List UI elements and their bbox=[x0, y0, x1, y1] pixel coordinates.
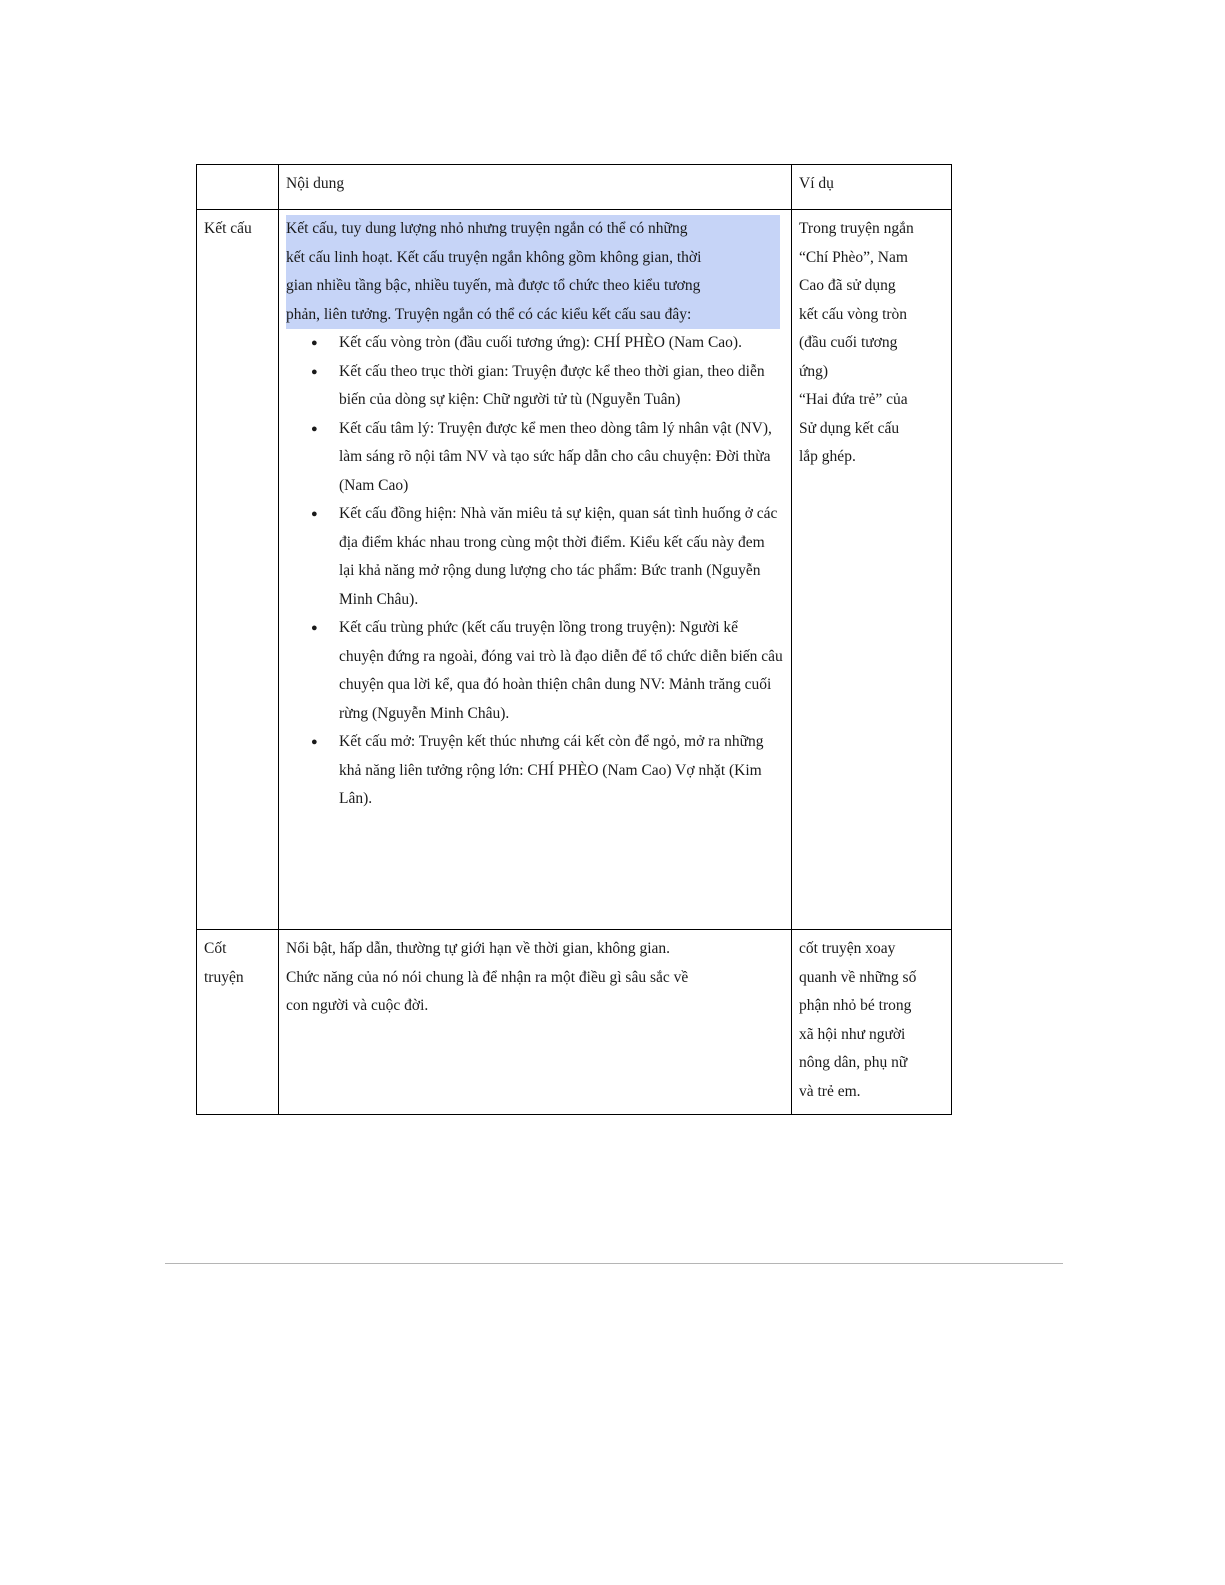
row-content bbox=[279, 930, 792, 1115]
example-line: lắp ghép. bbox=[799, 448, 856, 465]
row-label bbox=[197, 930, 279, 1115]
list-item: ● Kết cấu đồng hiện: Nhà văn miêu tả sự kiện, quan sát tình huống ở các địa điểm khác nhau trong cùng một thời điểm. Kiểu kết cấu này đem lại khả năng mở rộng dung lượng cho tác phẩm: Bức tranh (Nguyễn Minh Châu). bbox=[339, 500, 784, 614]
table-row bbox=[197, 930, 952, 1115]
structure-type-list bbox=[286, 329, 784, 814]
list-item: ● Kết cấu theo trục thời gian: Truyện được kể theo thời gian, theo diễn biến của dòng sự kiện: Chữ người tử tù (Nguyễn Tuân) bbox=[339, 358, 784, 415]
row-example bbox=[792, 930, 952, 1115]
example-line: nông dân, phụ nữ bbox=[799, 1054, 908, 1071]
list-item: ● Kết cấu vòng tròn (đầu cuối tương ứng): CHÍ PHÈO (Nam Cao). bbox=[339, 329, 784, 358]
example-line: “Hai đứa trẻ” của bbox=[799, 391, 908, 408]
content-line: con người và cuộc đời. bbox=[286, 997, 429, 1014]
example-line: “Chí Phèo”, Nam bbox=[799, 248, 908, 266]
row-label-line: Cốt bbox=[204, 940, 227, 957]
row-label-line: truyện bbox=[204, 968, 244, 986]
row-example bbox=[792, 210, 952, 930]
example-line: kết cấu vòng tròn bbox=[799, 305, 908, 323]
example-line: Cao đã sử dụng bbox=[799, 277, 896, 294]
page-divider bbox=[165, 1263, 1063, 1264]
highlight-line: gian nhiều tầng bậc, nhiều tuyến, mà được tổ chức theo kiểu tương bbox=[286, 277, 701, 294]
table-row bbox=[197, 210, 952, 930]
content-line: Nổi bật, hấp dẫn, thường tự giới hạn về thời gian, không gian. bbox=[286, 940, 671, 957]
highlighted-paragraph[interactable] bbox=[286, 215, 780, 329]
row-content bbox=[279, 210, 792, 930]
example-line: (đầu cuối tương bbox=[799, 334, 898, 351]
example-line: cốt truyện xoay bbox=[799, 940, 896, 957]
highlight-line: kết cấu linh hoạt. Kết cấu truyện ngắn không gồm không gian, thời bbox=[286, 248, 702, 266]
example-line: Trong truyện ngắn bbox=[799, 220, 914, 237]
example-line: phận nhỏ bé trong bbox=[799, 997, 912, 1014]
header-cell-content: Nội dung bbox=[279, 165, 792, 210]
list-item: ● Kết cấu trùng phức (kết cấu truyện lồng trong truyện): Người kể chuyện đứng ra ngoài, đóng vai trò là đạo diễn để tổ chức diễn biến câu chuyện qua lời kể, qua đó hoàn thiện chân dung NV: Mảnh trăng cuối rừng (Nguyễn Minh Châu). bbox=[339, 614, 784, 728]
header-cell-empty bbox=[197, 165, 279, 210]
content-table bbox=[196, 164, 952, 1115]
highlight-line: phản, liên tưởng. Truyện ngắn có thể có các kiểu kết cấu sau đây: bbox=[286, 305, 692, 323]
row-label: Kết cấu bbox=[197, 210, 279, 930]
example-line: Sử dụng kết cấu bbox=[799, 419, 900, 437]
example-line: quanh về những số bbox=[799, 968, 917, 986]
example-line: và trẻ em. bbox=[799, 1082, 861, 1100]
header-cell-example: Ví dụ bbox=[792, 165, 952, 210]
table-header-row bbox=[197, 165, 952, 210]
example-line: xã hội như người bbox=[799, 1025, 906, 1043]
highlight-line: Kết cấu, tuy dung lượng nhỏ nhưng truyện ngắn có thể có những bbox=[286, 220, 688, 237]
example-line: ứng) bbox=[799, 362, 829, 380]
content-line: Chức năng của nó nói chung là để nhận ra một điều gì sâu sắc về bbox=[286, 968, 689, 986]
list-item: ● Kết cấu tâm lý: Truyện được kể men theo dòng tâm lý nhân vật (NV), làm sáng rõ nội tâm NV và tạo sức hấp dẫn cho câu chuyện: Đời thừa (Nam Cao) bbox=[339, 415, 784, 501]
list-item: ● Kết cấu mở: Truyện kết thúc nhưng cái kết còn để ngỏ, mở ra những khả năng liên tưởng rộng lớn: CHÍ PHÈO (Nam Cao) Vợ nhặt (Kim Lân). bbox=[339, 728, 784, 814]
